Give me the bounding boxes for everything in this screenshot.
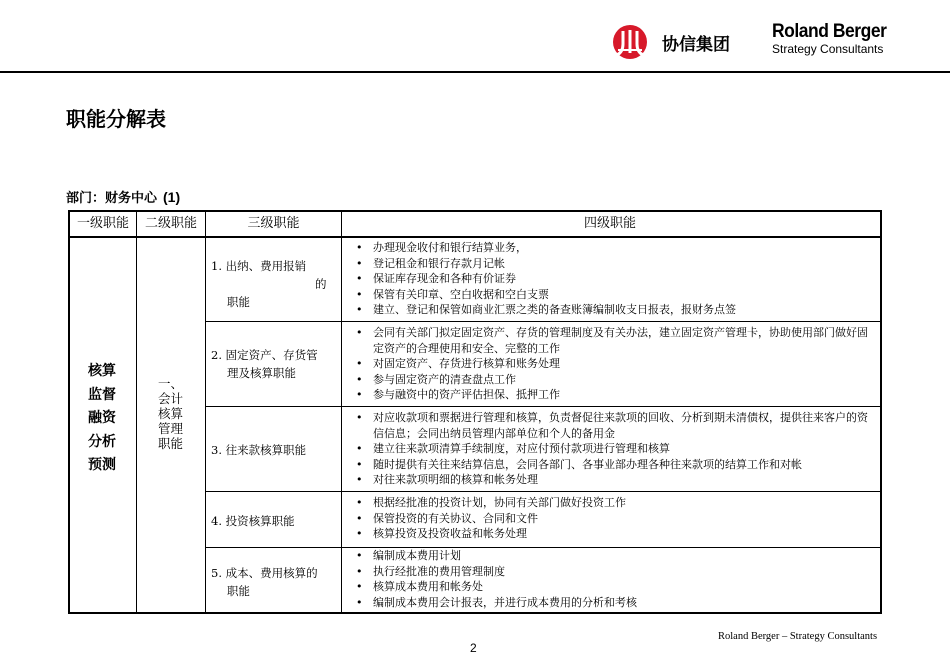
department-name: 部门：财务中心	[66, 191, 158, 206]
list-item: • 登记租金和银行存款月记帐	[356, 256, 874, 272]
list-item: • 参与融资中的资产评估担保、抵押工作	[356, 387, 874, 403]
department-number: (1)	[163, 189, 181, 205]
level2-line: 会计	[157, 391, 183, 406]
list-item: • 办理现金收付和银行结算业务，	[356, 240, 874, 256]
row-divider	[205, 491, 882, 492]
col-divider	[341, 210, 342, 612]
level3-line: 4. 投资核算职能	[211, 514, 295, 528]
level4-list	[356, 495, 874, 542]
header-divider-line	[68, 236, 882, 238]
level1-line: 预测	[88, 457, 116, 473]
list-item: • 保管投资的有关协议、合同和文件	[356, 511, 874, 527]
client-name: 协信集团	[662, 35, 730, 55]
level2-line: 核算	[157, 406, 183, 421]
list-item: • 建立、登记和保管如商业汇票之类的备查账簿编制收支日报表，报财务点签	[356, 302, 874, 318]
list-item: • 核算成本费用和帐务处	[356, 579, 874, 595]
level3-line: 3. 往来款核算职能	[211, 443, 307, 457]
department-label	[66, 187, 180, 206]
level4-list	[356, 325, 874, 403]
level3-line: 2. 固定资产、存货管	[211, 348, 318, 362]
list-item: • 执行经批准的费用管理制度	[356, 564, 874, 580]
page-number: 2	[470, 641, 477, 655]
col-divider	[136, 210, 137, 612]
level1-line: 监督	[88, 386, 116, 403]
level3-cell	[211, 257, 331, 311]
list-item: • 编制成本费用计划	[356, 548, 874, 564]
level3-cell	[211, 512, 331, 530]
list-item: • 编制成本费用会计报表，并进行成本费用的分析和考核	[356, 595, 874, 611]
list-item: • 保证库存现金和各种有价证券	[356, 271, 874, 287]
footer-note: Roland Berger – Strategy Consultants	[718, 631, 878, 642]
list-item: • 对固定资产、存货进行核算和账务处理	[356, 356, 874, 372]
header-level4: 四级职能	[583, 216, 636, 231]
roland-berger-logo	[772, 22, 896, 55]
level2-line: 职能	[157, 436, 183, 451]
list-item: • 对应收款项和票据进行管理和核算，负责督促往来款项的回收、分析到期未清债权，提供往来客户的资信信息；会同出纳员管理内部单位和个人的备用金	[356, 410, 874, 441]
level1-line: 核算	[88, 363, 116, 379]
xiexin-logo-icon	[612, 24, 648, 60]
consultant-sub: Strategy Consultants	[772, 42, 884, 56]
list-item: • 保管有关印章、空白收据和空白支票	[356, 287, 874, 303]
level3-line: 职能	[227, 584, 250, 598]
level3-cell	[211, 346, 331, 382]
level1-cell	[70, 360, 134, 478]
header-divider	[0, 71, 950, 73]
list-item: • 参与固定资产的清查盘点工作	[356, 372, 874, 388]
function-table	[68, 210, 882, 612]
header-level2: 二级职能	[144, 216, 197, 231]
list-item: • 根据经批准的投资计划，协同有关部门做好投资工作	[356, 495, 874, 511]
header-level1: 一级职能	[76, 216, 129, 231]
level4-list	[356, 240, 874, 318]
level2-cell	[138, 376, 203, 451]
list-item: • 随时提供有关往来结算信息，会同各部门、各事业部办理各种往来款项的结算工作和对帐	[356, 457, 874, 473]
level3-cell	[211, 564, 331, 600]
level3-line: 理及核算职能	[227, 366, 296, 380]
consultant-name: Roland Berger	[772, 21, 887, 42]
level1-line: 分析	[88, 433, 116, 450]
level3-line: 5. 成本、费用核算的	[211, 566, 318, 580]
level1-line: 融资	[88, 410, 116, 426]
level3-line: 的	[315, 277, 327, 291]
list-item: • 建立往来款项清算手续制度，对应付预付款项进行管理和核算	[356, 441, 874, 457]
header-level3: 三级职能	[247, 216, 300, 231]
row-divider	[205, 321, 882, 322]
level2-line: 一、	[157, 376, 183, 391]
level4-list	[356, 548, 874, 610]
level3-cell	[211, 441, 331, 459]
level3-line: 职能	[227, 295, 250, 309]
list-item: • 会同有关部门拟定固定资产、存货的管理制度及有关办法，建立固定资产管理卡，协助使用部门做好固定资产的合理使用和安全、完整的工作	[356, 325, 874, 356]
list-item: • 对往来款项明细的核算和帐务处理	[356, 472, 874, 488]
page-title: 职能分解表	[66, 107, 166, 131]
level2-line: 管理	[157, 421, 183, 436]
list-item: • 核算投资及投资收益和帐务处理	[356, 526, 874, 542]
row-divider	[205, 406, 882, 407]
col-divider	[205, 210, 206, 612]
level4-list	[356, 410, 874, 488]
level3-line: 1. 出纳、费用报销	[211, 259, 307, 273]
